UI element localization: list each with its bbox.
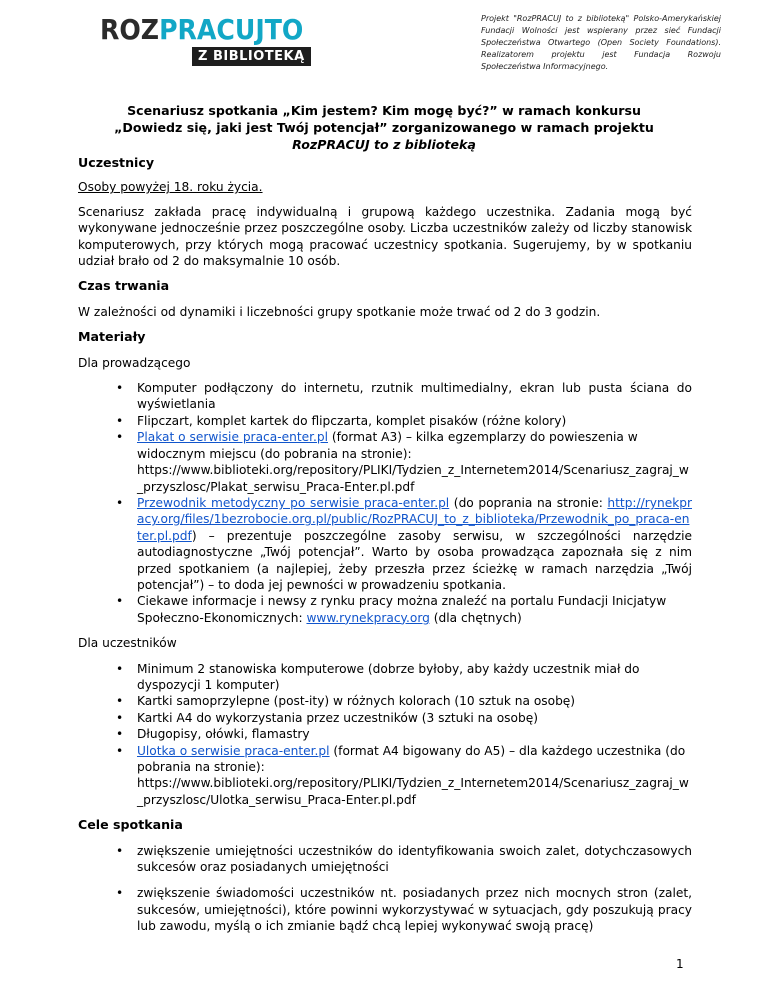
cele-list: [78, 843, 692, 935]
list-item: • zwiększenie umiejętności uczestników do identyfikowania swoich zalet, dotychczasowych sukcesów oraz posiadanych umiejętności: [116, 843, 692, 875]
heading-materialy: Materiały: [78, 329, 146, 345]
przewodnik-url-link[interactable]: http://rynekpracy.org/files/1bezrobocie.org.pl/public/RozPRACUJ_to_z_biblioteka/Przewodnik_po_praca-enter.pl.pdf: [137, 495, 692, 543]
heading-uczestnicy: Uczestnicy: [78, 155, 155, 170]
przewodnik-link[interactable]: Przewodnik metodyczny po serwisie praca-enter.pl: [137, 495, 450, 510]
ulotka-link[interactable]: Ulotka o serwisie praca-enter.pl: [137, 743, 330, 758]
plakat-url: https://www.biblioteki.org/repository/PLIKI/Tydzien_z_Internetem2014/Scenariusz_zagraj_w_przyszlosc/Plakat_serwisu_Praca-Enter.pl.pdf: [137, 463, 689, 494]
document-title: Scenariusz spotkania „Kim jestem? Kim mogę być?” w ramach konkursu „Dowiedz się, jaki jest Twój potencjał” zorganizowanego w ramach projektu RozPRACUJ to z biblioteką: [114, 103, 654, 152]
document-body: [78, 155, 692, 935]
prowadzacy-list: [78, 380, 692, 626]
list-item: • Ciekawe informacje i newsy z rynku pracy można znaleźć na portalu Fundacji Inicjatyw Społeczno-Ekonomicznych: www.rynekpracy.org (dla chętnych): [116, 594, 667, 625]
list-item: • Flipczart, komplet kartek do flipczarta, komplet pisaków (różne kolory): [116, 413, 567, 428]
uczestnicy-text: Scenariusz zakłada pracę indywidualną i grupową każdego uczestnika. Zadania mogą być wykonywane jednocześnie przez poszczególne osoby. Liczba uczestników zależy od liczby stanowisk komputerowych, przy których mogą pracować uczestnicy spotkania. Sugerujemy, by w spotkaniu udział brało od 2 do maksymalnie 10 osób.: [78, 204, 692, 269]
heading-czas: Czas trwania: [78, 278, 170, 294]
list-item: • zwiększenie świadomości uczestników nt. posiadanych przez nich mocnych stron (zalet, sukcesów, umiejętności), które powinni wykorzystywać w sytuacjach, gdy poszukują pracy lub zawodu, myślą o ich zmianie bądź chcą lepiej wykonywać swoją pracę): [116, 886, 692, 934]
page-number: 1: [676, 957, 684, 971]
age-requirement: Osoby powyżej 18. roku życia.: [78, 180, 263, 195]
prowadzacy-label: Dla prowadzącego: [78, 355, 191, 370]
logo: [100, 13, 305, 71]
logo-wordmark: ROZPRACUJTO: [100, 13, 304, 46]
list-item: • Kartki samoprzylepne (post-ity) w różnych kolorach (10 sztuk na osobę): [116, 694, 576, 709]
czas-text: W zależności od dynamiki i liczebności grupy spotkanie może trwać od 2 do 3 godzin.: [78, 304, 601, 319]
ulotka-url: https://www.biblioteki.org/repository/PLIKI/Tydzien_z_Internetem2014/Scenariusz_zagraj_w_przyszlosc/Ulotka_serwisu_Praca-Enter.pl.pdf: [137, 776, 689, 807]
list-item: • Komputer podłączony do internetu, rzutnik multimedialny, ekran lub pusta ściana do wyświetlania: [116, 381, 692, 412]
list-item: • Minimum 2 stanowiska komputerowe (dobrze byłoby, aby każdy uczestnik miał do dyspozycji 1 komputer): [116, 661, 640, 692]
list-item: • Kartki A4 do wykorzystania przez uczestników (3 sztuki na osobę): [116, 710, 538, 725]
logo-subtitle: Z BIBLIOTEKĄ: [192, 47, 311, 66]
header-note: Projekt "RozPRACUJ to z biblioteką" Polsko-Amerykańskiej Fundacji Wolności jest wspierany przez sieć Fundacji Społeczeństwa Otwartego (Open Society Foundations). Realizatorem projektu jest Fundacja Rozwoju Społeczeństwa Informacyjnego.: [481, 14, 721, 71]
heading-cele: Cele spotkania: [78, 817, 183, 833]
list-item: • Ulotka o serwisie praca-enter.pl (format A4 bigowany do A5) – dla każdego uczestnika (do pobrania na stronie): https://www.biblioteki.org/repository/PLIKI/Tydzien_z_Internetem2014/Scenariusz_zagraj_w_przyszlosc/Ulotka_serwisu_Praca-Enter.pl.pdf: [116, 743, 689, 807]
list-item: • Przewodnik metodyczny po serwisie praca-enter.pl (do poprania na stronie: http://rynekpracy.org/files/1bezrobocie.org.pl/public/RozPRACUJ_to_z_biblioteka/Przewodnik_po_praca-enter.pl.pdf) – prezentuje poszczególne zasoby serwisu, w szczególności narzędzie autodiagnostyczne „Twój potencjał”. Warto by osoba prowadząca zapoznała się z nim przed spotkaniem (a najlepiej, żeby przeszła przez ścieżkę w ramach narzędzia „Twój potencjał”) – to doda jej pewności w prowadzeniu spotkania.: [116, 495, 692, 592]
list-item: • Długopisy, ołówki, flamastry: [116, 727, 310, 742]
uczestnicy-materials-label: Dla uczestników: [78, 636, 177, 651]
list-item: • Plakat o serwisie praca-enter.pl (format A3) – kilka egzemplarzy do powieszenia w widocznym miejscu (do pobrania na stronie): https://www.biblioteki.org/repository/PLIKI/Tydzien_z_Internetem2014/Scenariusz_zagraj_w_przyszlosc/Plakat_serwisu_Praca-Enter.pl.pdf: [116, 430, 689, 494]
rynekpracy-link[interactable]: www.rynekpracy.org: [306, 610, 430, 625]
uczestnicy-list: [78, 661, 692, 809]
plakat-link[interactable]: Plakat o serwisie praca-enter.pl: [137, 430, 328, 445]
